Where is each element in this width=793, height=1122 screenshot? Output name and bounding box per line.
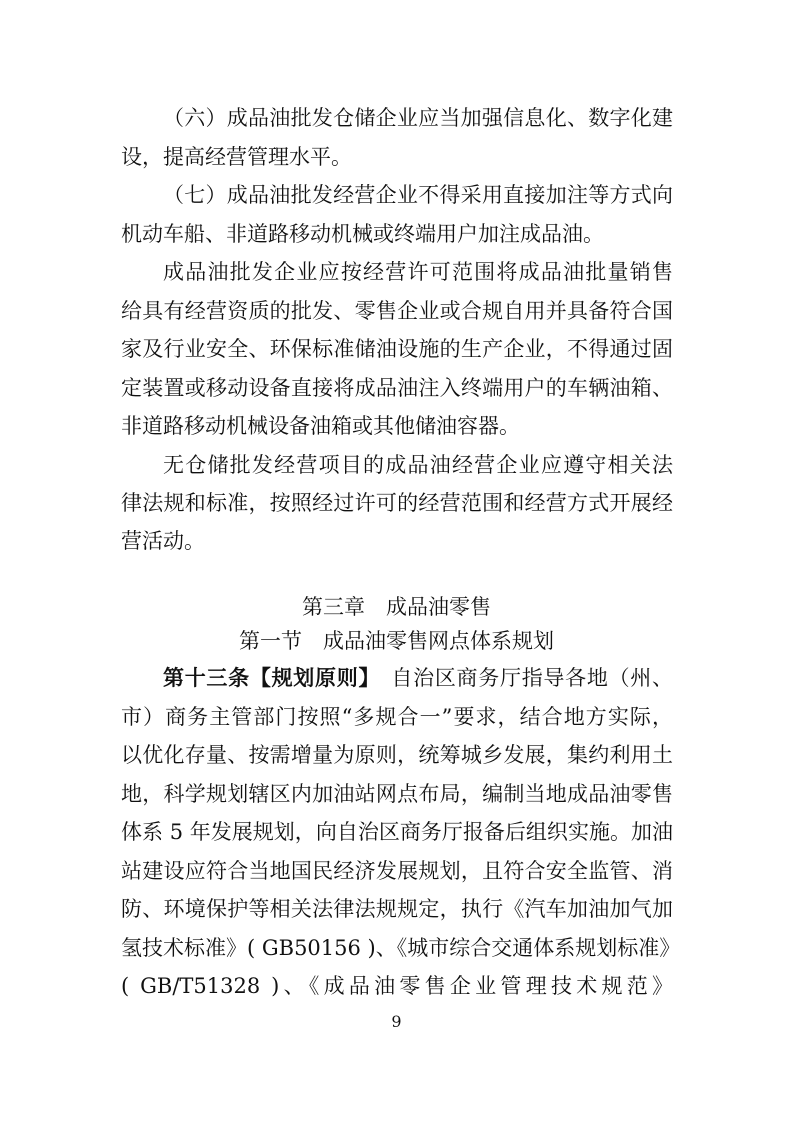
article-13-line-9: ( GB/T51328 )、《成品油零售企业管理技术规范》 — [121, 974, 673, 998]
wholesale-paragraph-line-2: 给具有经营资质的批发、零售企业或合规自用并具备符合国 — [121, 299, 673, 323]
article-13-title: 第十三条【规划原则】 — [163, 666, 370, 690]
article-13-line-7: 防、环境保护等相关法律法规规定，执行《汽车加油加气加 — [121, 897, 673, 921]
paragraph-7-line-1: （七）成品油批发经营企业不得采用直接加注等方式向 — [163, 183, 673, 207]
article-13-line-1 — [163, 660, 673, 696]
paragraph-6-line-2: 设，提高经营管理水平。 — [121, 145, 352, 169]
article-13-line-3: 以优化存量、按需增量为原则，统筹城乡发展，集约利用土 — [121, 743, 673, 767]
wholesale-paragraph-line-1: 成品油批发企业应按经营许可范围将成品油批量销售 — [163, 260, 673, 284]
no-storage-paragraph-line-3: 营活动。 — [121, 529, 205, 553]
article-13-line-1-text: 自治区商务厅指导各地（州、 — [369, 666, 674, 690]
article-13-line-5: 体系 5 年发展规划，向自治区商务厅报备后组织实施。加油 — [121, 820, 673, 844]
article-13-line-6: 站建设应符合当地国民经济发展规划，且符合安全监管、消 — [121, 859, 673, 883]
wholesale-paragraph-line-3: 家及行业安全、环保标准储油设施的生产企业，不得通过固 — [121, 337, 673, 361]
chapter-heading: 第三章 成品油零售 — [302, 595, 491, 619]
page-number: 9 — [391, 1012, 402, 1031]
no-storage-paragraph-line-1: 无仓储批发经营项目的成品油经营企业应遵守相关法 — [163, 453, 673, 477]
article-13-line-8: 氢技术标准》( GB50156 )、《城市综合交通体系规划标准》 — [121, 936, 681, 960]
no-storage-paragraph-line-2: 律法规和标准，按照经过许可的经营范围和经营方式开展经 — [121, 491, 673, 515]
wholesale-paragraph-line-4: 定装置或移动设备直接将成品油注入终端用户的车辆油箱、 — [121, 376, 673, 400]
article-13-line-2: 市）商务主管部门按照“多规合一”要求，结合地方实际， — [121, 705, 673, 729]
section-heading: 第一节 成品油零售网点体系规划 — [239, 629, 554, 653]
article-13-line-4: 地，科学规划辖区内加油站网点布局，编制当地成品油零售 — [121, 782, 673, 806]
paragraph-7-line-2: 机动车船、非道路移动机械或终端用户加注成品油。 — [121, 222, 604, 246]
wholesale-paragraph-line-5: 非道路移动机械设备油箱或其他储油容器。 — [121, 414, 520, 438]
paragraph-6-line-1: （六）成品油批发仓储企业应当加强信息化、数字化建 — [163, 106, 673, 130]
